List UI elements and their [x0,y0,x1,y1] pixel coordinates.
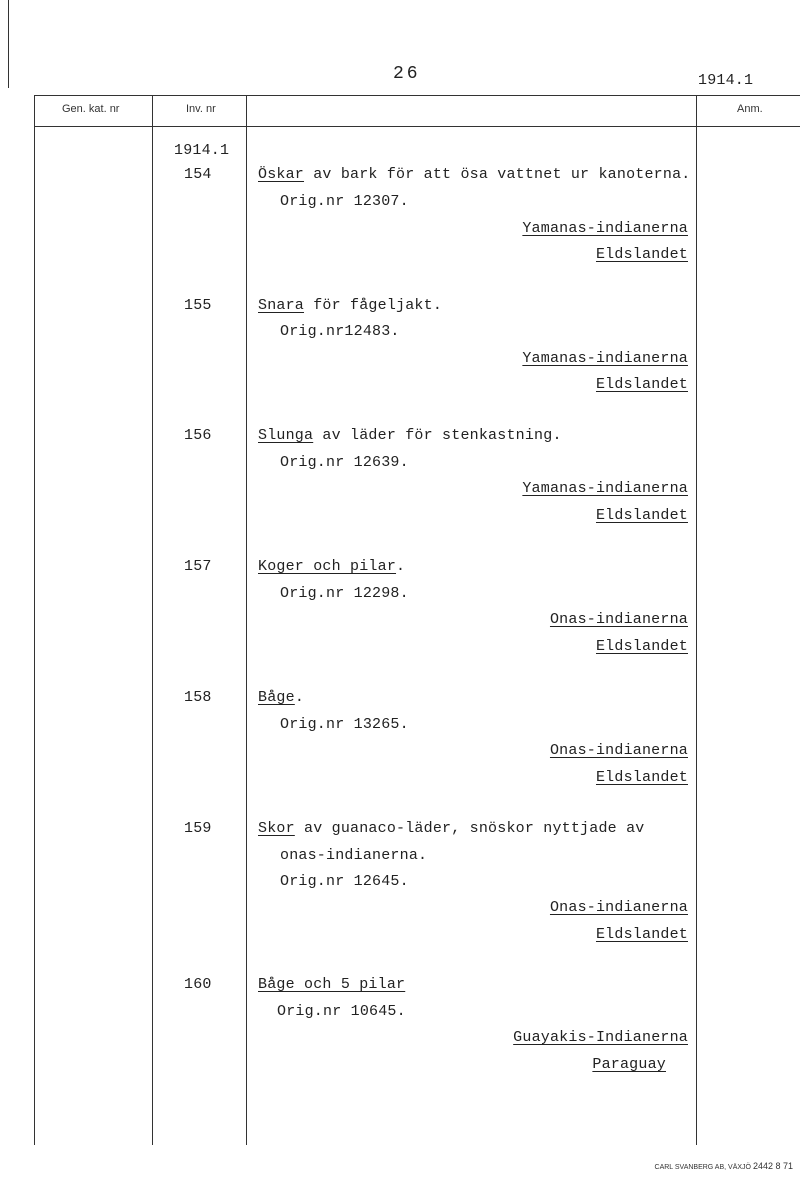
orig-number: Orig.nr 12639. [280,454,409,471]
place: Eldslandet [595,638,688,655]
column-header-gen-kat-nr: Gen. kat. nr [62,103,120,115]
entry-label: Öskar [258,166,305,183]
inv-number: 156 [184,427,212,444]
entry-description-rest: för fågeljakt. [304,297,443,314]
orig-number: Orig.nr12483. [280,323,400,340]
entry-description-rest: . [396,558,406,575]
year-entry: 1914.1 [174,142,230,159]
header-top-line [34,95,800,96]
form-code: 2442 8 71 [752,1161,793,1171]
place: Eldslandet [595,376,688,393]
column-header-inv-nr: Inv. nr [186,103,216,115]
region: Yamanas-indianerna [522,480,688,497]
orig-number: Orig.nr 12307. [280,193,409,210]
entry-description [258,166,690,183]
left-margin-line [8,0,9,88]
entry-label: Slunga [258,427,314,444]
inv-number: 157 [184,558,212,575]
inv-number: 160 [184,976,212,993]
place: Eldslandet [595,246,688,263]
region: Yamanas-indianerna [522,220,688,237]
region: Onas-indianerna [549,611,688,628]
inv-number: 154 [184,166,212,183]
place: Eldslandet [595,926,688,943]
column-header-anm: Anm. [737,103,763,115]
region: Guayakis-Indianerna [513,1029,688,1046]
place: Paraguay [592,1056,666,1073]
gen-inv-divider [152,95,153,1145]
entry-description-rest: av bark för att ösa vattnet ur kanoterna. [304,166,691,183]
entry-description [258,689,304,706]
inv-number: 159 [184,820,212,837]
entry-description-rest: . [294,689,305,706]
entry-label: Skor [258,820,295,837]
orig-number: Orig.nr 10645. [277,1003,406,1020]
entry-label: Koger och pilar [258,558,397,575]
inv-text-divider [246,95,247,1145]
orig-number: Orig.nr 13265. [280,716,409,733]
entry-label: Snara [258,297,305,314]
entry-description [258,820,644,837]
printer-name: CARL SVANBERG AB, VÄXJÖ [654,1164,751,1171]
place: Eldslandet [595,769,688,786]
year-header: 1914.1 [698,72,754,89]
region: Onas-indianerna [549,742,688,759]
left-border-line [34,95,35,1145]
header-bottom-line [34,126,800,127]
orig-number: Orig.nr 12645. [280,873,409,890]
entry-description-rest: av läder för stenkastning. [313,427,562,444]
text-anm-divider [696,95,697,1145]
page-number: 26 [393,64,421,84]
orig-number: Orig.nr 12298. [280,585,409,602]
entry-description [258,427,562,444]
inv-number: 155 [184,297,212,314]
place: Eldslandet [595,507,688,524]
entry-description [258,297,442,314]
region: Yamanas-indianerna [522,350,688,367]
entry-description [258,976,405,993]
entry-description [258,558,405,575]
region: Onas-indianerna [549,899,688,916]
entry-description-rest: av guanaco-läder, snöskor nyttjade av [294,820,645,837]
entry-label: Båge [258,689,295,706]
entry-label: Båge och 5 pilar [258,976,406,993]
entry-description-continued: onas-indianerna. [280,847,428,864]
inv-number: 158 [184,689,212,706]
printer-imprint [655,1161,793,1171]
